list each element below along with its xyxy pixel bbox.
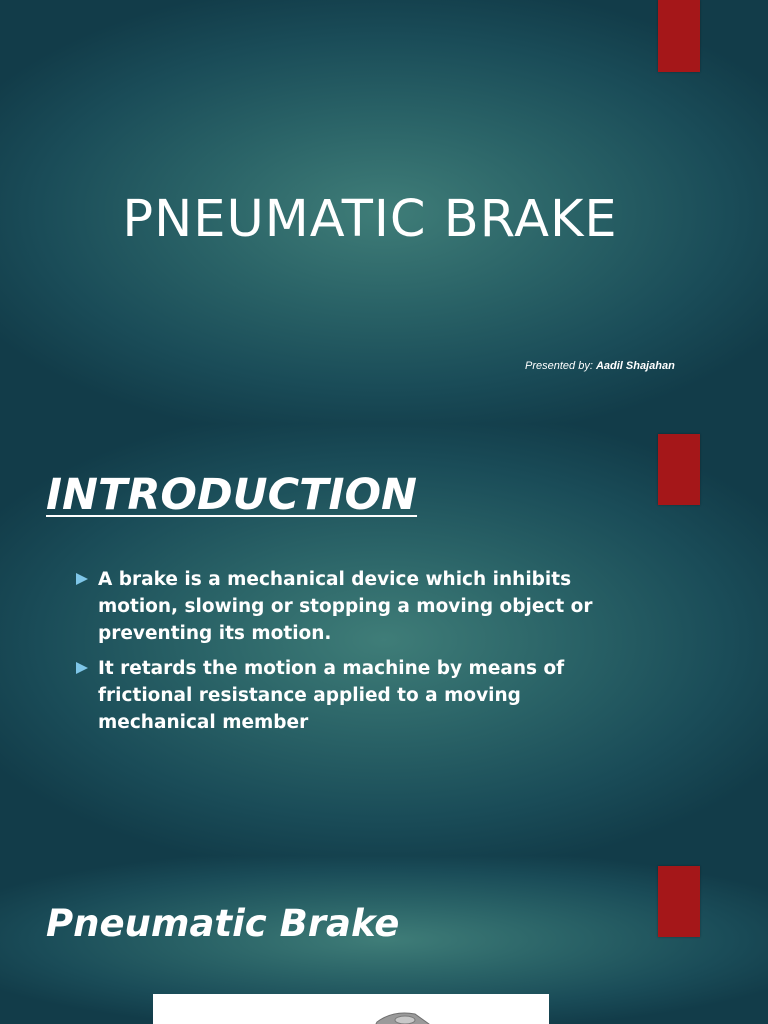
- bullet-text: It retards the motion a machine by means of frictional resistance applied to a moving mechanical member: [98, 658, 565, 733]
- slide-heading: INTRODUCTION: [46, 470, 418, 520]
- bullet-text: A brake is a mechanical device which inhibits motion, slowing or stopping a moving object or preventing its motion.: [98, 569, 593, 644]
- bullet-list: [76, 566, 636, 744]
- pneumatic-brake-slide: [0, 856, 768, 1024]
- slide-heading: Pneumatic Brake: [46, 902, 400, 945]
- presenter-label: Presented by:: [525, 360, 596, 372]
- bullet-item: [76, 566, 636, 647]
- triangle-bullet-icon: [76, 573, 88, 585]
- title-slide: [0, 0, 768, 424]
- presenter-name: Aadil Shajahan: [595, 360, 675, 372]
- bullet-item: [76, 655, 636, 736]
- brake-part-icon: [153, 994, 549, 1024]
- introduction-slide: [0, 424, 768, 856]
- presenter-credit: [525, 360, 675, 372]
- brake-diagram-image: [153, 994, 549, 1024]
- triangle-bullet-icon: [76, 662, 88, 674]
- accent-bar: [658, 434, 700, 505]
- accent-bar: [658, 0, 700, 72]
- presentation-title: PNEUMATIC BRAKE: [122, 190, 618, 249]
- accent-bar: [658, 866, 700, 937]
